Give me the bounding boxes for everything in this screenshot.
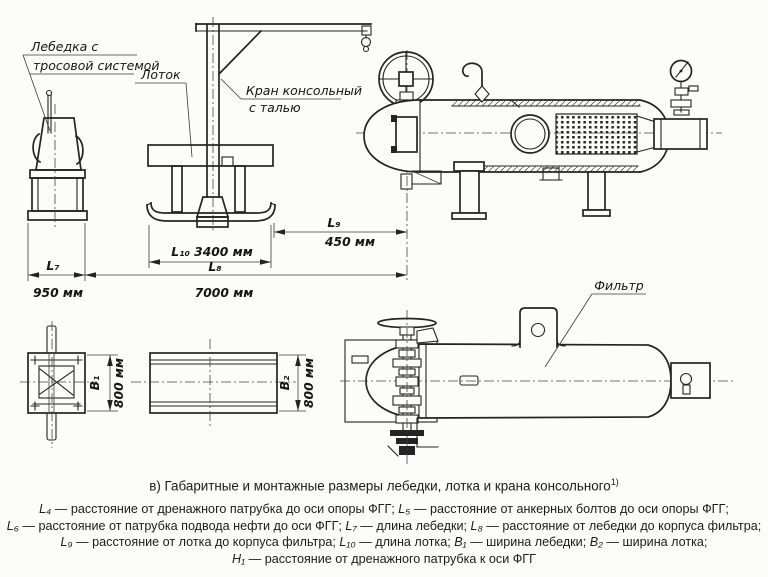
dimension-legend: [0, 501, 768, 567]
crane-label-line1: Кран консольный: [246, 83, 363, 98]
outlet-nozzle: [671, 363, 710, 398]
legend-line: H₁ — расстояние от дренажного патрубка к оси ФГГ: [232, 551, 536, 566]
dim-l7-value: 950 мм: [32, 286, 84, 300]
outlet-pipe: [654, 119, 707, 149]
dim-b1-value: 800 мм: [112, 357, 126, 409]
legend-line: L₉ — расстояние от лотка до корпуса фильтра; L₁₀ — длина лотка; B₁ — ширина лебедки; B₂ — ширина лотка;: [60, 535, 708, 550]
winch-side-view: [28, 91, 87, 231]
crane-label: [221, 79, 362, 115]
tray-label: [135, 67, 192, 157]
filter-label-text: Фильтр: [594, 278, 644, 293]
figure-caption-text: в) Габаритные и монтажные размеры лебедки, лотка и крана консольного: [149, 478, 611, 494]
winch-label-line1: Лебедка с: [31, 39, 99, 54]
winch-label-line2: тросовой системой: [33, 58, 160, 73]
footnote-reference: 1): [610, 477, 619, 487]
filter-side-view: [340, 308, 733, 464]
perforated-basket: [556, 114, 656, 154]
lifting-hook-icon: [463, 63, 489, 102]
tray-label-text: Лоток: [141, 67, 181, 82]
tray-top-view: [131, 339, 296, 428]
dim-b2-value: 800 мм: [302, 357, 316, 409]
dim-b1-label: B₁: [88, 375, 102, 391]
hoist-trolley-icon: [362, 26, 372, 52]
legend-line: L₆ — расстояние от патрубка подвода нефти до оси ФГГ; L₇ — длина лебедки; L₈ — расстояние от лебедки до корпуса фильтра;: [6, 518, 762, 533]
manhole: [511, 115, 549, 153]
support-leg-left: [452, 162, 486, 219]
crane-label-line2: с талью: [249, 100, 301, 115]
dim-l8-value: 7000 мм: [194, 286, 254, 300]
lifting-lug: [512, 308, 565, 347]
dim-l7-label: L₇: [46, 259, 60, 273]
legend-line: L₄ — расстояние от дренажного патрубка до оси опоры ФГГ; L₅ — расстояние от анкерных болтов до оси опоры ФГГ;: [39, 502, 729, 516]
dim-l9-label: L₉: [327, 216, 341, 230]
dim-b2-label: B₂: [278, 375, 292, 391]
dim-l9: [274, 216, 407, 249]
dim-b2: [278, 355, 316, 411]
pressure-gauge-icon: [671, 61, 699, 116]
support-leg-right: [583, 172, 610, 216]
dim-l10-text: L₁₀ 3400 мм: [171, 245, 253, 259]
tray-side-view: [147, 145, 275, 227]
figure-caption: [0, 477, 768, 493]
dim-l8-label: L₈: [208, 260, 222, 274]
dim-l9-value: 450 мм: [324, 235, 376, 249]
dimension-lines: [28, 193, 407, 300]
dim-b1: [87, 355, 126, 411]
filter-front-view: [356, 50, 722, 219]
winch-top-view: [20, 321, 97, 448]
